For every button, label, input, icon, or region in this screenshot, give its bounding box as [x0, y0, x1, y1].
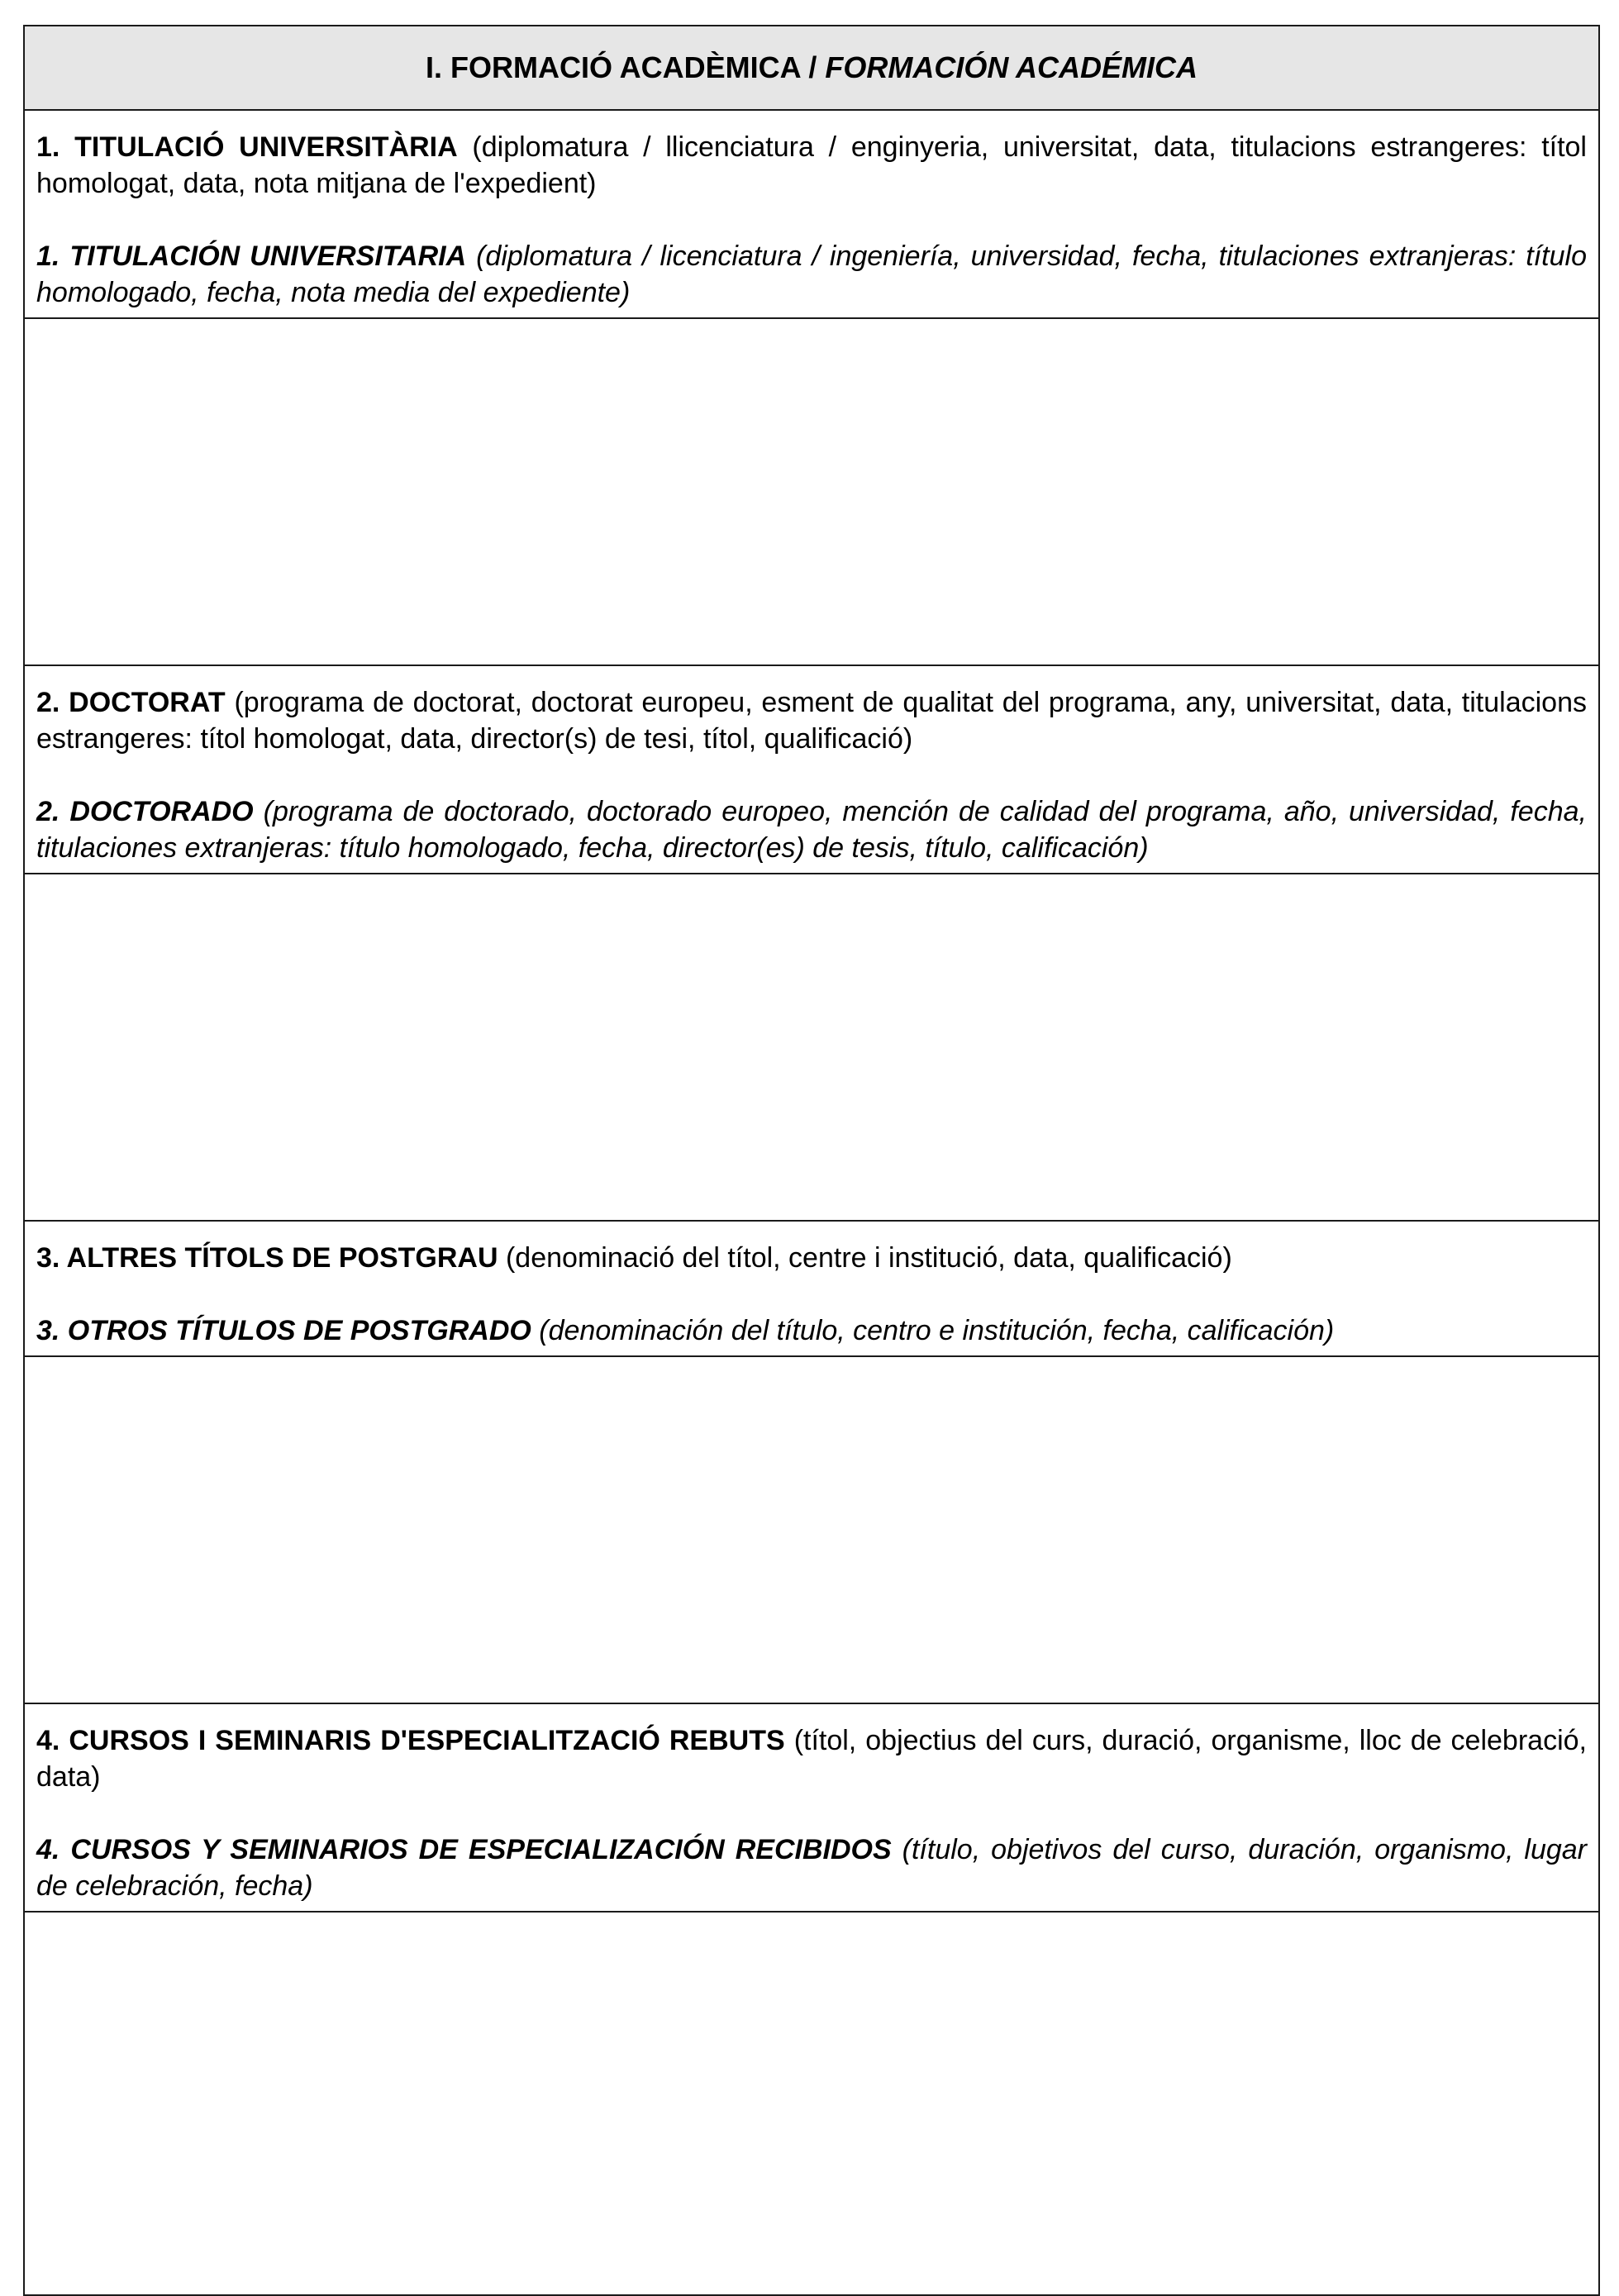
description-spanish — [36, 793, 1587, 866]
university-degree-answer-field[interactable] — [24, 318, 1599, 665]
field-label-spanish: 4. CURSOS Y SEMINARIOS DE ESPECIALIZACIÓN RECIBIDOS — [36, 1834, 892, 1865]
field-hint-spanish: (denominación del título, centro e institución, fecha, calificación) — [539, 1315, 1335, 1346]
field-label-spanish: 2. DOCTORADO — [36, 796, 254, 827]
field-hint-spanish: (diplomatura / licenciatura / ingeniería, universidad, fecha, titulaciones extranjeras: título homologado, fecha, nota media del expediente) — [36, 241, 1587, 308]
description-spanish — [36, 1312, 1587, 1349]
field-hint-spanish: (programa de doctorado, doctorado europeo, mención de calidad del programa, año, universidad, fecha, titulaciones extranjeras: título homologado, fecha, director(es) de tesis, título, calificación) — [36, 796, 1587, 864]
specialization-courses-answer-field[interactable] — [24, 1912, 1599, 2295]
description-catalan — [36, 684, 1587, 757]
doctorate-answer-field[interactable] — [24, 874, 1599, 1221]
description-catalan — [36, 129, 1587, 202]
field-hint-catalan: (diplomatura / llicenciatura / enginyeria, universitat, data, titulacions estrangeres: títol homologat, data, nota mitjana de l'expedient) — [36, 131, 1587, 199]
description-spanish — [36, 1832, 1587, 1904]
field-label-spanish: 3. OTROS TÍTULOS DE POSTGRADO — [36, 1315, 531, 1346]
other-postgraduate-answer-field[interactable] — [24, 1356, 1599, 1703]
doctorate-description — [24, 665, 1599, 874]
title-separator: / — [808, 50, 817, 84]
university-degree-description — [24, 110, 1599, 318]
description-catalan — [36, 1240, 1587, 1276]
field-label-catalan: 4. CURSOS I SEMINARIS D'ESPECIALITZACIÓ REBUTS — [36, 1725, 785, 1756]
field-label-spanish: 1. TITULACIÓN UNIVERSITARIA — [36, 241, 467, 272]
field-label-catalan: 1. TITULACIÓ UNIVERSITÀRIA — [36, 131, 458, 163]
other-postgraduate-description — [24, 1221, 1599, 1356]
field-label-catalan: 3. ALTRES TÍTOLS DE POSTGRAU — [36, 1242, 498, 1274]
description-catalan — [36, 1722, 1587, 1795]
section-title — [24, 26, 1599, 110]
field-hint-catalan: (títol, objectius del curs, duració, organisme, lloc de celebració, data) — [36, 1725, 1587, 1793]
field-hint-catalan: (programa de doctorat, doctorat europeu, esment de qualitat del programa, any, universitat, data, titulacions estrangeres: títol homologat, data, director(s) de tesi, títol, qualificació) — [36, 687, 1587, 755]
field-hint-spanish: (título, objetivos del curso, duración, organismo, lugar de celebración, fecha) — [36, 1834, 1588, 1902]
specialization-courses-description — [24, 1703, 1599, 1912]
field-label-catalan: 2. DOCTORAT — [36, 687, 226, 718]
section-title-catalan: I. FORMACIÓ ACADÈMICA — [426, 50, 801, 84]
section-title-spanish: FORMACIÓN ACADÉMICA — [825, 50, 1198, 84]
description-spanish — [36, 238, 1587, 311]
academic-training-form — [23, 25, 1600, 2296]
field-hint-catalan: (denominació del títol, centre i institució, data, qualificació) — [505, 1242, 1232, 1274]
